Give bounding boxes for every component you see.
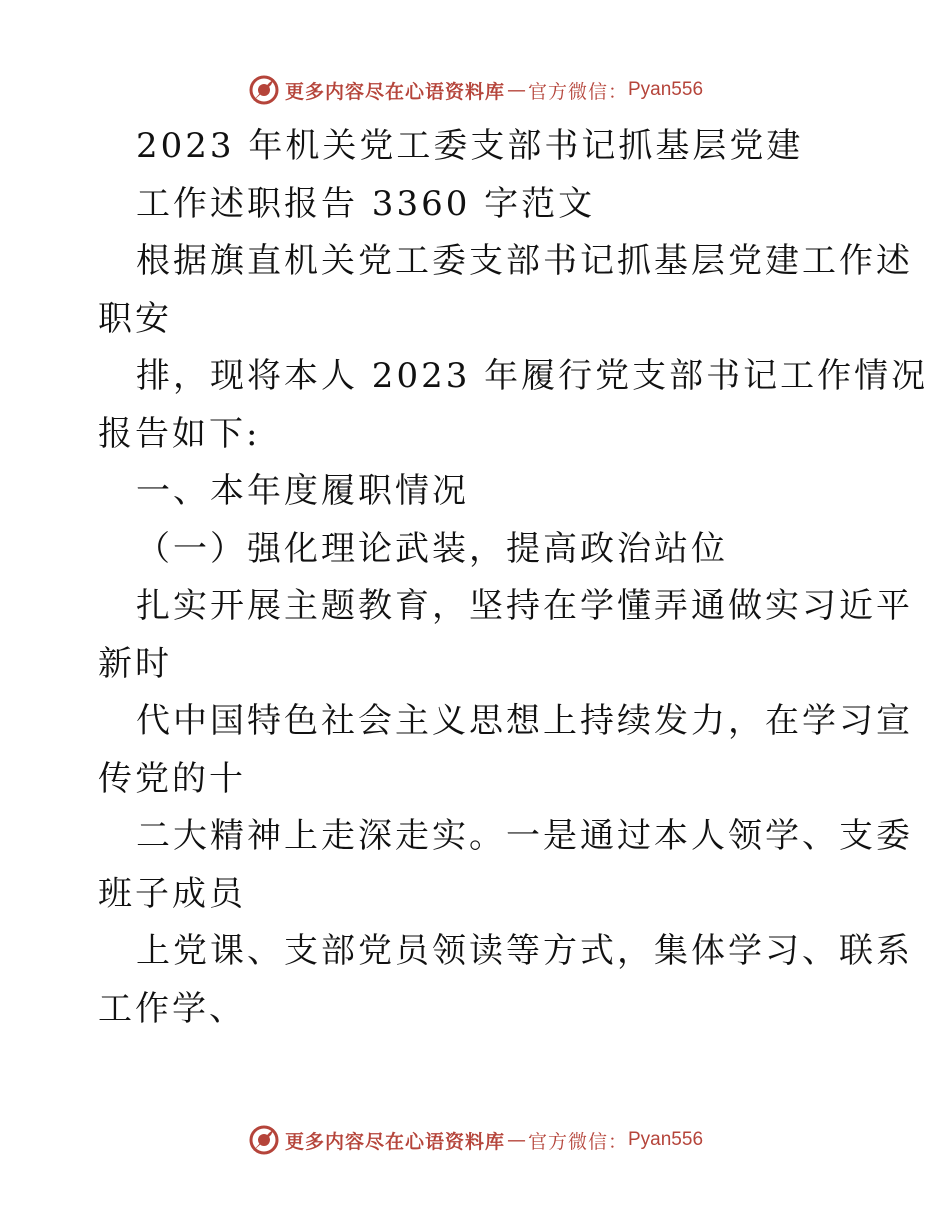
watermark-wechat-id: Pyan556 [628, 79, 704, 100]
watermark-wechat-label: 官方微信： [527, 1130, 628, 1153]
paragraph-line: 班子成员 [98, 873, 246, 914]
doc-title-line-1: 2023 年机关党工委支部书记抓基层党建 [136, 126, 804, 166]
paragraph-line: 代中国特色社会主义思想上持续发力，在学习宣 [136, 701, 913, 741]
paragraph-line: 二大精神上走深走实。一是通过本人领学、支委 [136, 816, 913, 856]
paragraph-line: 新时 [98, 643, 172, 684]
watermark-dash: — [506, 79, 526, 101]
paragraph-line: 排，现将本人 2023 年履行党支部书记工作情况 [136, 356, 929, 396]
paragraph-line: 工作学、 [98, 988, 246, 1029]
paragraph-line: 职安 [98, 298, 172, 339]
watermark-text: 更多内容尽在心语资料库 [284, 80, 505, 103]
paragraph-line: 扎实开展主题教育，坚持在学懂弄通做实习近平 [136, 586, 913, 626]
watermark-header [0, 70, 950, 110]
paragraph-line: 传党的十 [98, 758, 246, 799]
watermark-dash: — [506, 1129, 526, 1151]
watermark-text: 更多内容尽在心语资料库 [284, 1130, 505, 1153]
paragraph-line: 根据旗直机关党工委支部书记抓基层党建工作述 [136, 241, 913, 281]
paragraph-line: 上党课、支部党员领读等方式，集体学习、联系 [136, 931, 913, 971]
paragraph-line: 报告如下: [98, 413, 261, 454]
brand-logo-icon [247, 73, 281, 107]
watermark-footer [0, 1120, 950, 1160]
watermark-wechat-id: Pyan556 [628, 1129, 704, 1150]
watermark-wechat-label: 官方微信： [527, 80, 628, 103]
subsection-heading: （一）强化理论武装，提高政治站位 [136, 528, 728, 569]
section-heading: 一、本年度履职情况 [136, 471, 469, 511]
brand-logo-icon [247, 1123, 281, 1157]
document-body [98, 118, 929, 1038]
doc-title-line-2: 工作述职报告 3360 字范文 [136, 183, 596, 224]
